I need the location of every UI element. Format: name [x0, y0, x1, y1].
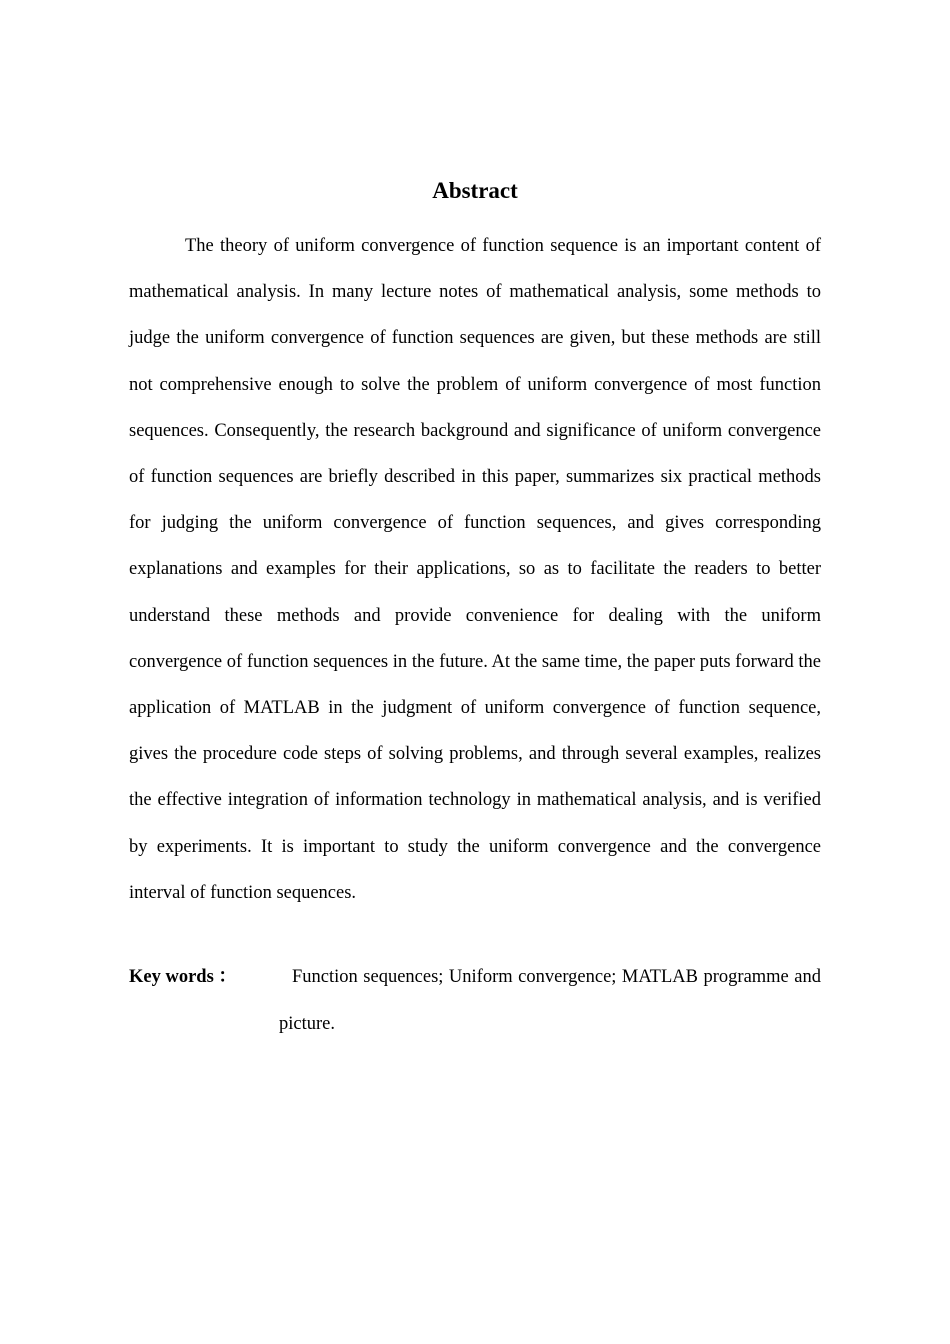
abstract-body: The theory of uniform convergence of function sequence is an important content of mathematical analysis. In many lecture notes of mathematical analysis, some methods to judge the uniform convergence of function sequences are given, but these methods are still not comprehensive enough to solve the problem of uniform convergence of most function sequences. Consequently, the research background and significance of uniform convergence of function sequences are briefly described in this paper, summarizes six practical methods for judging the uniform convergence of function sequences, and gives corresponding explanations and examples for their applications, so as to facilitate the readers to better understand these methods and provide convenience for dealing with the uniform convergence of function sequences in the future. At the same time, the paper puts forward the application of MATLAB in the judgment of uniform convergence of function sequence, gives the procedure code steps of solving problems, and through several examples, realizes the effective integration of information technology in mathematical analysis, and is verified by experiments. It is important to study the uniform convergence and the convergence interval of function sequences.: [129, 236, 821, 903]
abstract-title: Abstract: [432, 178, 518, 203]
keywords-label: Key words ：: [129, 967, 237, 987]
keywords-text: Function sequences; Uniform convergence; MATLAB programme and picture.: [279, 967, 821, 1034]
keywords-section: [129, 954, 821, 1047]
